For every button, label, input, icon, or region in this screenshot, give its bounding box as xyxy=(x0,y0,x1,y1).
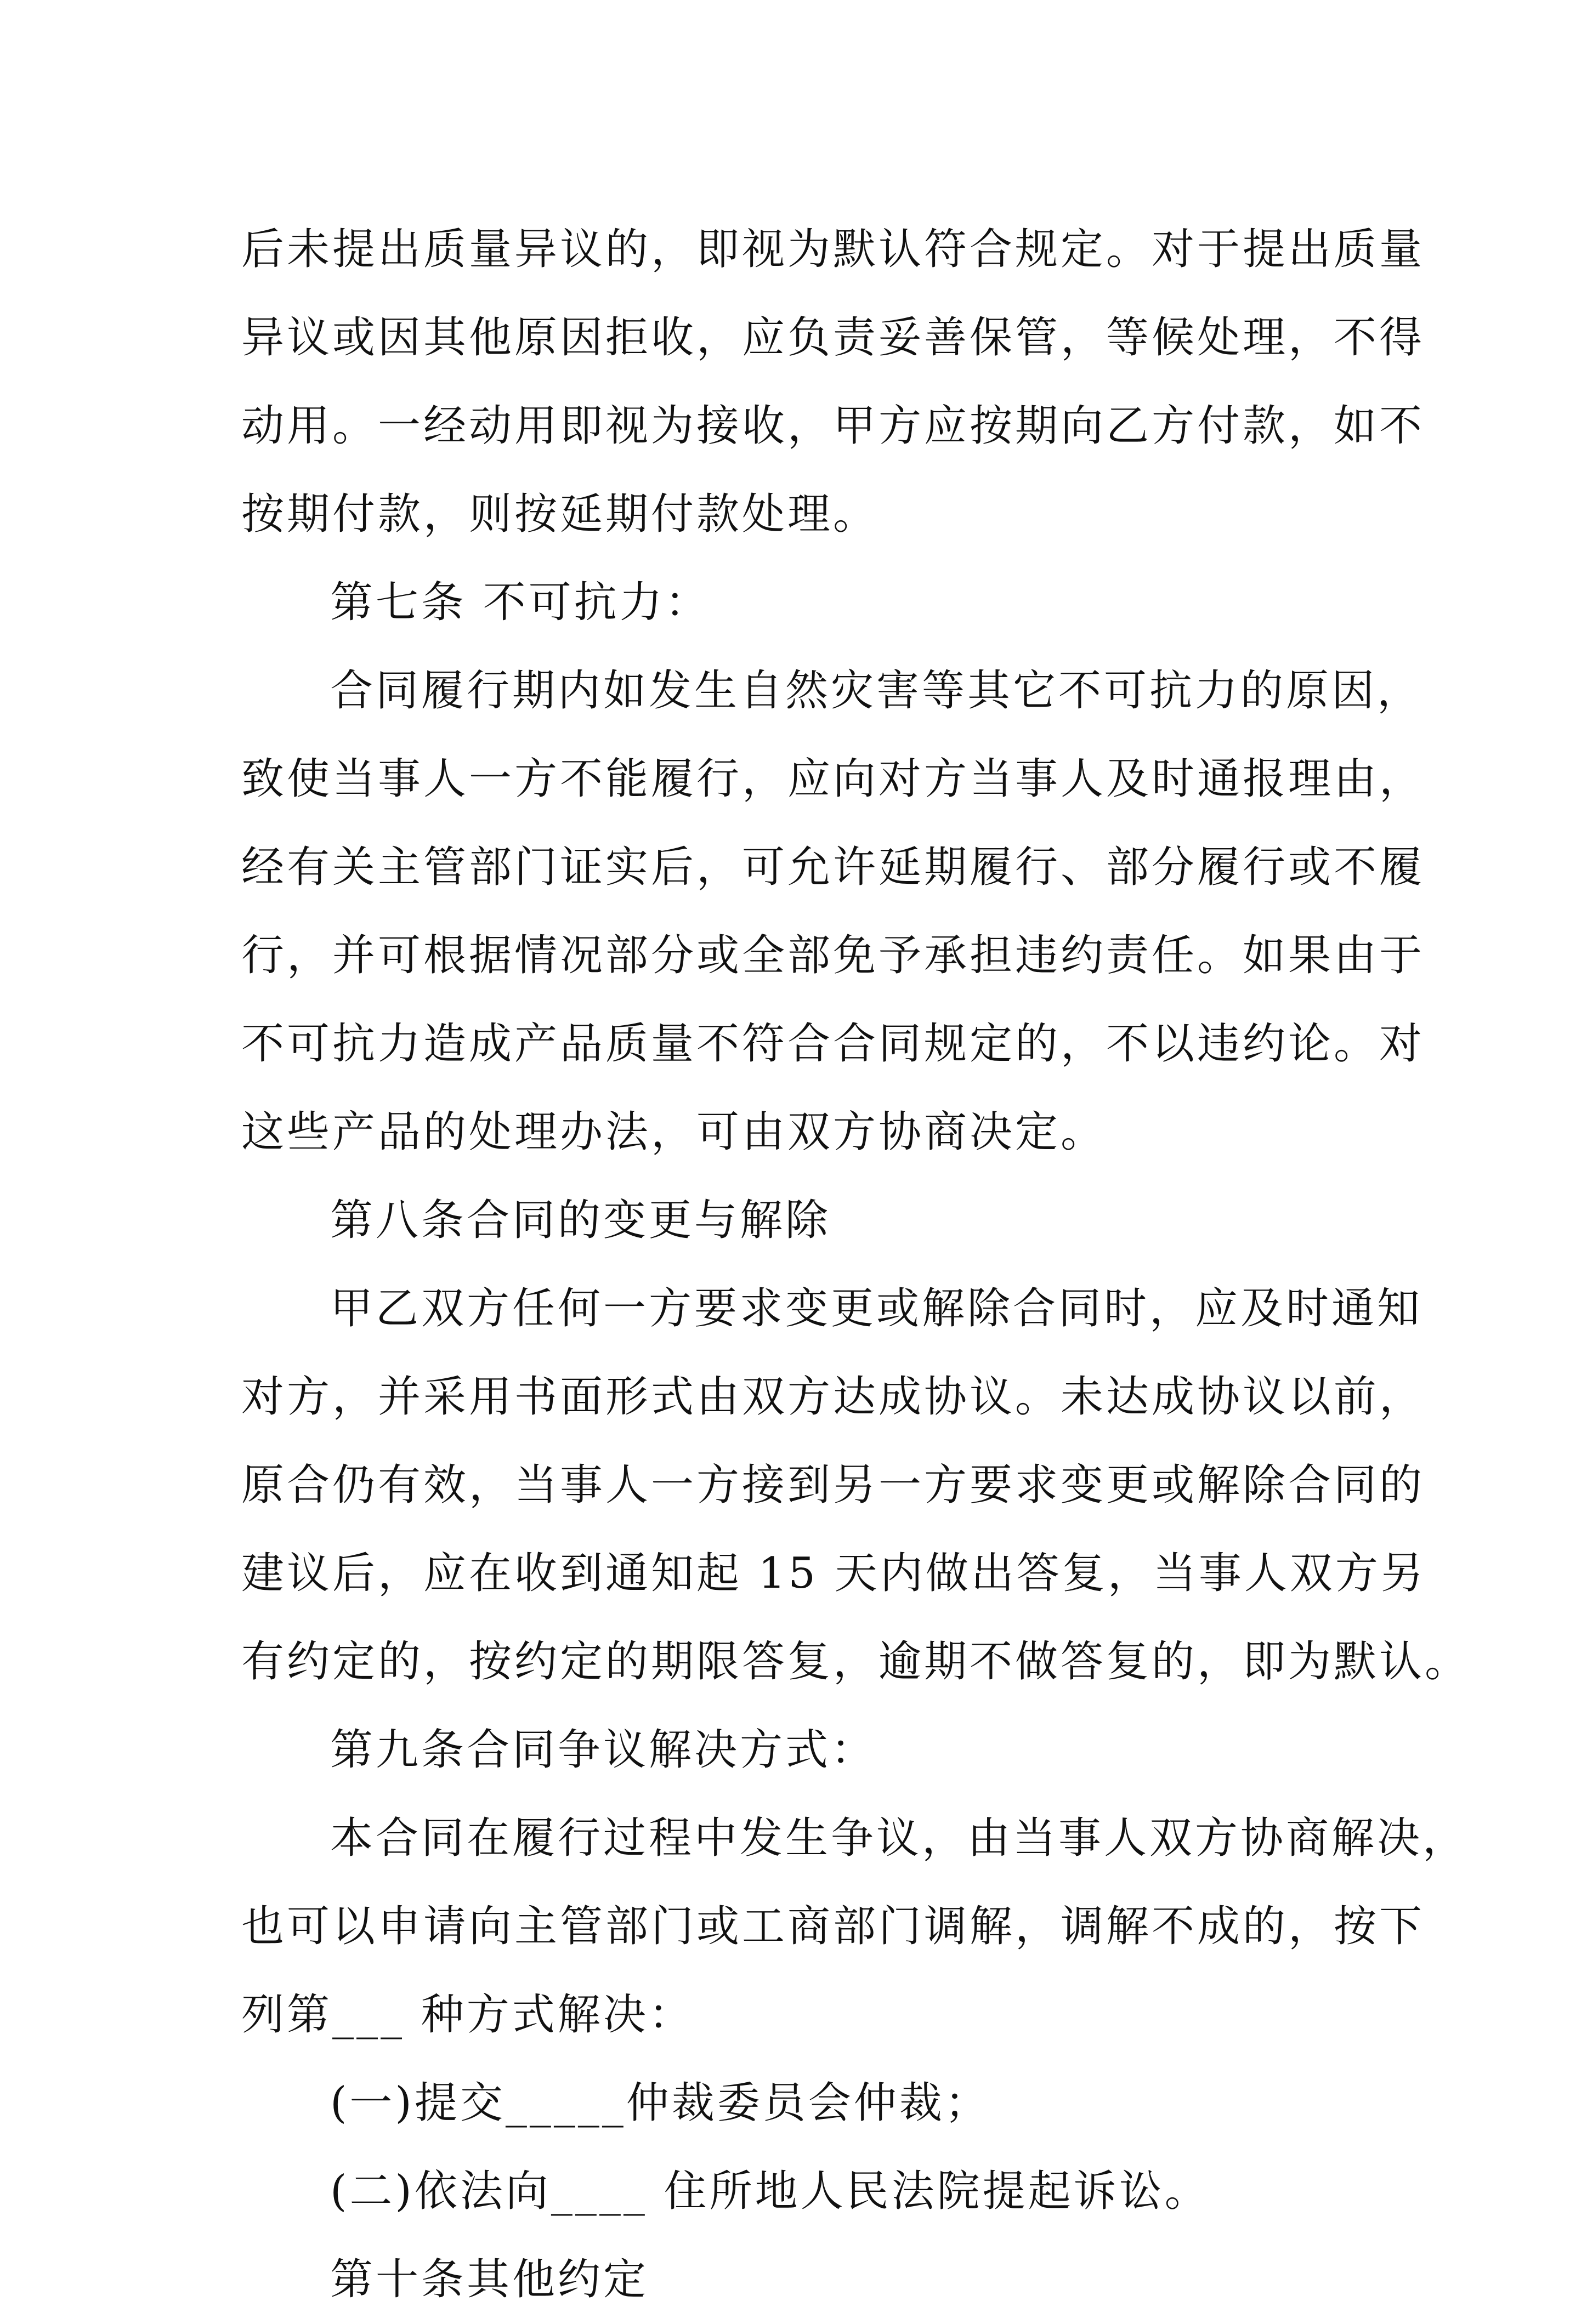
text-line: 建议后，应在收到通知起 15 天内做出答复，当事人双方另 xyxy=(241,1549,1426,1598)
text-line: 合同履行期内如发生自然灾害等其它不可抗力的原因， xyxy=(330,666,1423,715)
text-line: 本合同在履行过程中发生争议，由当事人双方协商解决， xyxy=(330,1814,1469,1863)
text-line: 甲乙双方任何一方要求变更或解除合同时，应及时通知 xyxy=(330,1284,1423,1333)
text-line: 对方，并采用书面形式由双方达成协议。未达成协议以前， xyxy=(241,1372,1425,1422)
article-7-heading: 第七条 不可抗力： xyxy=(330,578,711,627)
text-line: 不可抗力造成产品质量不符合合同规定的，不以违约论。对 xyxy=(241,1019,1425,1069)
text-line: 这些产品的处理办法，可由双方协商决定。 xyxy=(241,1107,1107,1157)
text-line: 行，并可根据情况部分或全部免予承担违约责任。如果由于 xyxy=(241,931,1425,980)
text-line: 有约定的，按约定的期限答复，逾期不做答复的，即为默认。 xyxy=(241,1637,1471,1686)
text-line: 经有关主管部门证实后，可允许延期履行、部分履行或不履 xyxy=(241,843,1425,892)
text-line: 原合仍有效，当事人一方接到另一方要求变更或解除合同的 xyxy=(241,1461,1425,1510)
option-2-line: (二)依法向____ 住所地人民法院提起诉讼。 xyxy=(330,2167,1210,2216)
text-line: 致使当事人一方不能履行，应向对方当事人及时通报理由， xyxy=(241,754,1425,804)
article-9-heading: 第九条合同争议解决方式： xyxy=(330,1725,877,1775)
text-line: 异议或因其他原因拒收，应负责妥善保管，等候处理，不得 xyxy=(241,313,1425,362)
option-1-line: (一)提交_____仲裁委员会仲裁； xyxy=(330,2078,990,2128)
text-line: 后未提出质量异议的，即视为默认符合规定。对于提出质量 xyxy=(241,225,1425,274)
text-line: 按期付款，则按延期付款处理。 xyxy=(241,490,879,539)
text-line: 也可以申请向主管部门或工商部门调解，调解不成的，按下 xyxy=(241,1902,1425,1951)
article-10-heading: 第十条其他约定 xyxy=(330,2255,649,2304)
article-8-heading: 第八条合同的变更与解除 xyxy=(330,1196,831,1245)
text-line: 列第___ 种方式解决： xyxy=(241,1990,694,2039)
text-line: 动用。一经动用即视为接收，甲方应按期向乙方付款，如不 xyxy=(241,401,1425,451)
document-body xyxy=(241,206,1471,2324)
